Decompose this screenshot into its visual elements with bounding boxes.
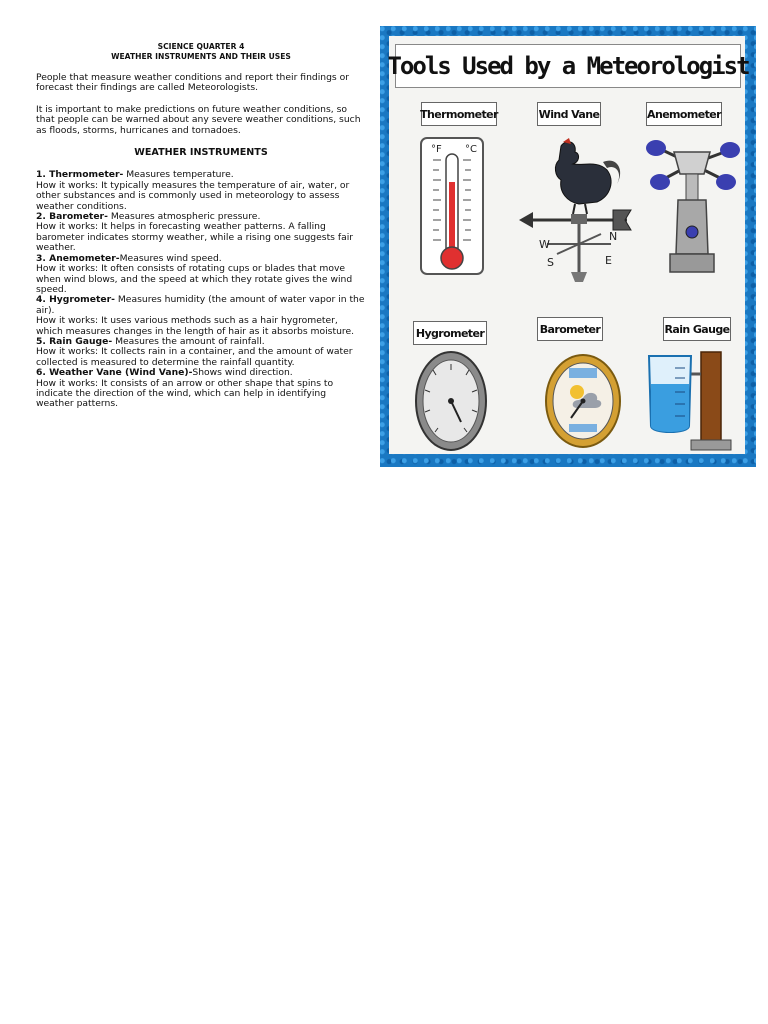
compass-w: W — [539, 238, 550, 251]
label-rain-gauge: Rain Gauge — [663, 317, 731, 341]
section-title: WEATHER INSTRUMENTS — [134, 147, 268, 159]
instrument-desc: Measures atmospheric pressure. — [107, 211, 261, 223]
thermometer-illustration — [419, 136, 485, 278]
instrument-item-1 — [36, 170, 366, 212]
instrument-desc: Measures temperature. — [123, 169, 234, 181]
instrument-desc: Measures wind speed. — [119, 252, 222, 264]
instrument-name: 2. Barometer- — [36, 211, 108, 223]
instrument-how: How it works: It collects rain in a container, and the amount of water collected is measured to determine the rainfall quantity. — [36, 346, 353, 368]
meteorologist-tools-poster — [380, 26, 756, 467]
rain-gauge-illustration — [645, 348, 741, 454]
instrument-item-2 — [36, 212, 366, 254]
wind-vane-illustration — [517, 136, 635, 286]
thermo-c-unit: °C — [465, 144, 477, 155]
barometer-illustration — [543, 352, 623, 450]
instrument-desc: Measures humidity (the amount of water vapor in the air). — [36, 294, 365, 316]
document-text — [36, 42, 366, 410]
instrument-how: How it works: It typically measures the temperature of air, water, or other substances and is commonly used in meteorology to assess weather conditions. — [36, 179, 350, 212]
intro-paragraph-2: It is important to make predictions on future weather conditions, so that people can be warned about any severe weather conditions, such as floods, storms, hurricanes and tornadoes. — [36, 103, 361, 136]
anemometer-illustration — [644, 134, 740, 280]
instrument-desc: Shows wind direction. — [192, 367, 293, 379]
label-wind-vane: Wind Vane — [537, 102, 601, 126]
instrument-how: How it works: It often consists of rotating cups or blades that move when wind blows, and the speed at which they rotate gives the wind speed. — [36, 263, 353, 295]
doc-header-line2: WEATHER INSTRUMENTS AND THEIR USES — [111, 52, 291, 61]
compass-s: S — [547, 256, 554, 269]
label-anemometer: Anemometer — [646, 102, 722, 126]
instrument-how: How it works: It helps in forecasting weather patterns. A falling barometer indicates stormy weather, while a rising one suggests fair weather. — [36, 221, 354, 254]
instrument-name: 6. Weather Vane (Wind Vane)- — [36, 367, 193, 379]
label-hygrometer: Hygrometer — [413, 321, 487, 345]
instrument-item-5 — [36, 337, 366, 368]
poster-title-box — [387, 44, 749, 88]
instrument-item-4 — [36, 295, 366, 337]
instrument-desc: Measures the amount of rainfall. — [112, 335, 265, 347]
intro-paragraph-1: People that measure weather conditions and report their findings or forecast their findings are called Meteorologists. — [36, 72, 350, 94]
compass-e: E — [605, 254, 612, 267]
instrument-name: 3. Anemometer- — [36, 252, 120, 264]
hygrometer-illustration — [413, 350, 489, 452]
instrument-name: 4. Hygrometer- — [36, 294, 115, 306]
thermo-f-unit: °F — [431, 144, 442, 155]
doc-header-line1: SCIENCE QUARTER 4 — [157, 42, 245, 51]
label-thermometer: Thermometer — [421, 102, 497, 126]
compass-n: N — [609, 230, 618, 243]
instrument-name: 5. Rain Gauge- — [36, 335, 113, 347]
instrument-how: How it works: It consists of an arrow or other shape that spins to indicate the direction of the wind, which can help in identifying weather patterns. — [36, 377, 334, 410]
instrument-how: How it works: It uses various methods such as a hair hygrometer, which measures changes in the length of hair as it absorbs moisture. — [36, 315, 355, 337]
instrument-item-3 — [36, 254, 366, 296]
instrument-item-6 — [36, 368, 366, 410]
poster-title: Tools Used by a Meteorologist — [387, 52, 749, 80]
instrument-name: 1. Thermometer- — [36, 169, 124, 181]
poster-board — [387, 36, 749, 454]
label-barometer: Barometer — [537, 317, 603, 341]
